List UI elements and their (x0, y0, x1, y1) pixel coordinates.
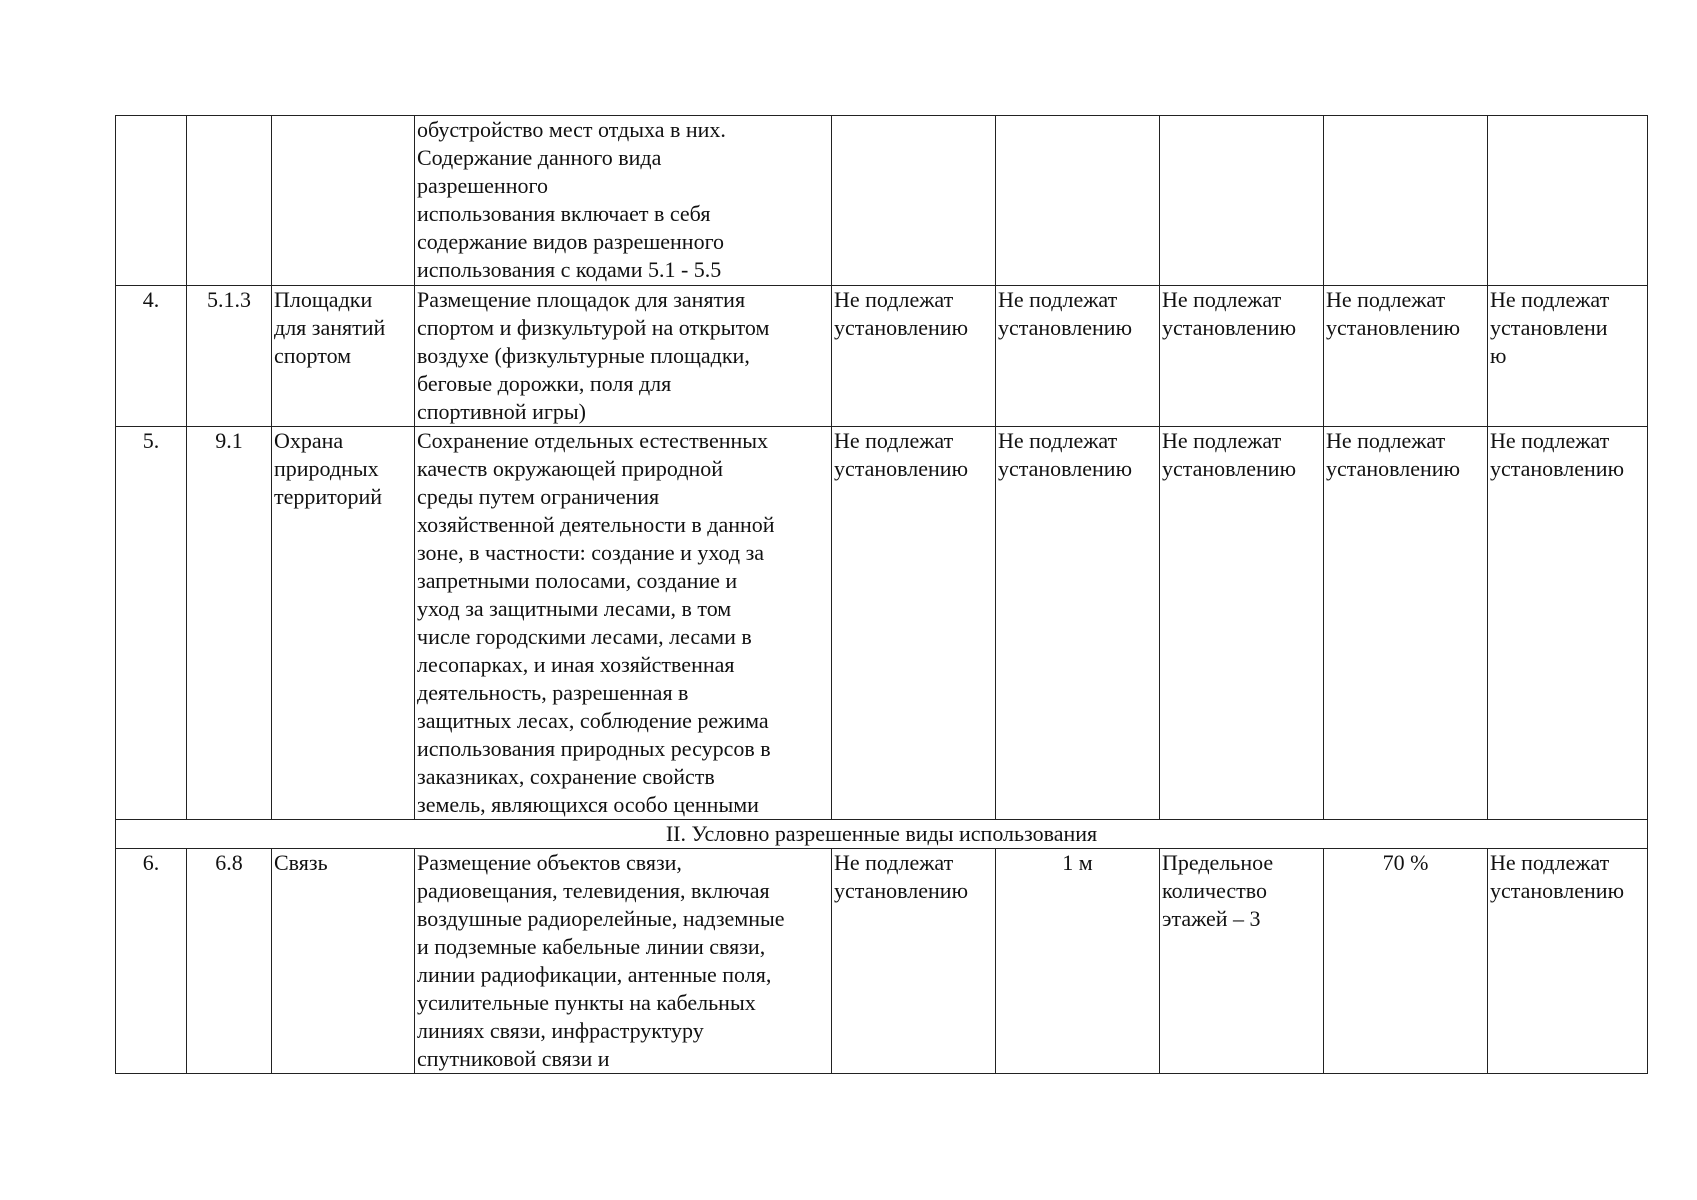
cell-text-line: установлению (834, 315, 969, 340)
row-name (272, 427, 415, 820)
table-row (116, 116, 1648, 286)
cell-text-line: деятельность, разрешенная в (417, 680, 689, 705)
cell-text-line: 6.8 (215, 850, 243, 875)
cell-text-line: этажей – 3 (1162, 906, 1261, 931)
row-cell (1324, 849, 1488, 1074)
cell-text-line: усилительные пункты на кабельных (417, 990, 756, 1015)
row-cell (1160, 849, 1324, 1074)
cell-text-line: установлению (1490, 456, 1625, 481)
cell-text-line: Не подлежат (998, 428, 1118, 453)
row-description (415, 116, 832, 286)
cell-text-line: Не подлежат (834, 850, 954, 875)
row-description (415, 427, 832, 820)
cell-text-line: установлению (1162, 456, 1297, 481)
cell-text-line: запретными полосами, создание и (417, 568, 738, 593)
row-cell (1324, 286, 1488, 427)
cell-text-line: Размещение объектов связи, (417, 850, 682, 875)
cell-text-line: хозяйственной деятельности в данной (417, 512, 775, 537)
row-cell (1160, 116, 1324, 286)
row-description (415, 849, 832, 1074)
cell-text-line: воздушные радиорелейные, надземные (417, 906, 785, 931)
cell-text-line: спутниковой связи и (417, 1046, 610, 1071)
cell-text-line: зоне, в частности: создание и уход за (417, 540, 765, 565)
cell-text-line: количество (1162, 878, 1268, 903)
cell-text-line: Не подлежат (834, 428, 954, 453)
row-cell (996, 427, 1160, 820)
cell-text-line: 70 % (1382, 850, 1429, 875)
cell-text-line: установлению (834, 456, 969, 481)
row-cell (832, 849, 996, 1074)
row-name (272, 286, 415, 427)
cell-text-line: Площадки (274, 287, 373, 312)
table-row (116, 427, 1648, 820)
row-cell (1488, 849, 1648, 1074)
cell-text-line: радиовещания, телевидения, включая (417, 878, 770, 903)
table-row (116, 286, 1648, 427)
cell-text-line: Сохранение отдельных естественных (417, 428, 769, 453)
cell-text-line: обустройство мест отдыха в них. (417, 117, 726, 142)
row-number (116, 116, 187, 286)
cell-text-line: среды путем ограничения (417, 484, 660, 509)
cell-text-line: 1 м (1062, 850, 1093, 875)
cell-text-line: использования включает в себя (417, 201, 711, 226)
cell-text-line: установлению (1326, 456, 1461, 481)
row-cell (832, 116, 996, 286)
row-cell (996, 286, 1160, 427)
row-code (187, 116, 272, 286)
row-cell (1488, 286, 1648, 427)
cell-text-line: использования с кодами 5.1 - 5.5 (417, 257, 722, 282)
row-description (415, 286, 832, 427)
cell-text-line: заказниках, сохранение свойств (417, 764, 715, 789)
row-cell (1488, 116, 1648, 286)
row-number (116, 286, 187, 427)
cell-text-line: для занятий (274, 315, 386, 340)
cell-text-line: спортом и физкультурой на открытом (417, 315, 770, 340)
cell-text-line: ю (1490, 343, 1507, 368)
cell-text-line: линиях связи, инфраструктуру (417, 1018, 704, 1043)
cell-text-line: Размещение площадок для занятия (417, 287, 746, 312)
cell-text-line: территорий (274, 484, 383, 509)
cell-text-line: Не подлежат (1326, 428, 1446, 453)
row-cell (1488, 427, 1648, 820)
row-cell (996, 116, 1160, 286)
row-number (116, 427, 187, 820)
row-cell (832, 286, 996, 427)
cell-text-line: качеств окружающей природной (417, 456, 724, 481)
cell-text-line: Не подлежат (1490, 287, 1610, 312)
land-use-table (115, 115, 1648, 1074)
row-number (116, 849, 187, 1074)
cell-text-line: 5.1.3 (207, 287, 251, 312)
cell-text-line: использования природных ресурсов в (417, 736, 771, 761)
cell-text-line: установлению (998, 456, 1133, 481)
cell-text-line: уход за защитными лесами, в том (417, 596, 732, 621)
cell-text-line: Не подлежат (1162, 287, 1282, 312)
section-title: II. Условно разрешенные виды использования (116, 820, 1648, 849)
cell-text-line: Не подлежат (1490, 850, 1610, 875)
row-cell (1160, 427, 1324, 820)
row-code (187, 286, 272, 427)
cell-text-line: и подземные кабельные линии связи, (417, 934, 766, 959)
cell-text-line: установлению (998, 315, 1133, 340)
cell-text-line: установлению (834, 878, 969, 903)
cell-text-line: установлению (1490, 878, 1625, 903)
cell-text-line: воздухе (физкультурные площадки, (417, 343, 750, 368)
cell-text-line: 4. (142, 287, 160, 312)
cell-text-line: 6. (142, 850, 160, 875)
cell-text-line: спортивной игры) (417, 399, 586, 424)
row-code (187, 427, 272, 820)
cell-text-line: лесопарках, и иная хозяйственная (417, 652, 735, 677)
cell-text-line: Не подлежат (1162, 428, 1282, 453)
cell-text-line: Не подлежат (1326, 287, 1446, 312)
cell-text-line: Не подлежат (1490, 428, 1610, 453)
cell-text-line: установлению (1162, 315, 1297, 340)
row-cell (996, 849, 1160, 1074)
row-code (187, 849, 272, 1074)
table-row (116, 849, 1648, 1074)
cell-text-line: земель, являющихся особо ценными (417, 792, 759, 817)
cell-text-line: Связь (274, 850, 328, 875)
row-cell (1324, 116, 1488, 286)
cell-text-line: беговые дорожки, поля для (417, 371, 672, 396)
cell-text-line: спортом (274, 343, 352, 368)
cell-text-line: защитных лесах, соблюдение режима (417, 708, 769, 733)
row-cell (832, 427, 996, 820)
section-row (116, 820, 1648, 849)
cell-text-line: установлени (1490, 315, 1608, 340)
cell-text-line: Предельное (1162, 850, 1274, 875)
cell-text-line: содержание видов разрешенного (417, 229, 725, 254)
cell-text-line: линии радиофикации, антенные поля, (417, 962, 772, 987)
cell-text-line: Охрана (274, 428, 344, 453)
row-name (272, 849, 415, 1074)
cell-text-line: природных (274, 456, 379, 481)
cell-text-line: установлению (1326, 315, 1461, 340)
row-cell (1160, 286, 1324, 427)
row-cell (1324, 427, 1488, 820)
cell-text-line: Содержание данного вида (417, 145, 662, 170)
cell-text-line: Не подлежат (834, 287, 954, 312)
cell-text-line: Не подлежат (998, 287, 1118, 312)
row-name (272, 116, 415, 286)
cell-text-line: разрешенного (417, 173, 548, 198)
cell-text-line: числе городскими лесами, лесами в (417, 624, 752, 649)
cell-text-line: 5. (142, 428, 160, 453)
cell-text-line: 9.1 (215, 428, 243, 453)
